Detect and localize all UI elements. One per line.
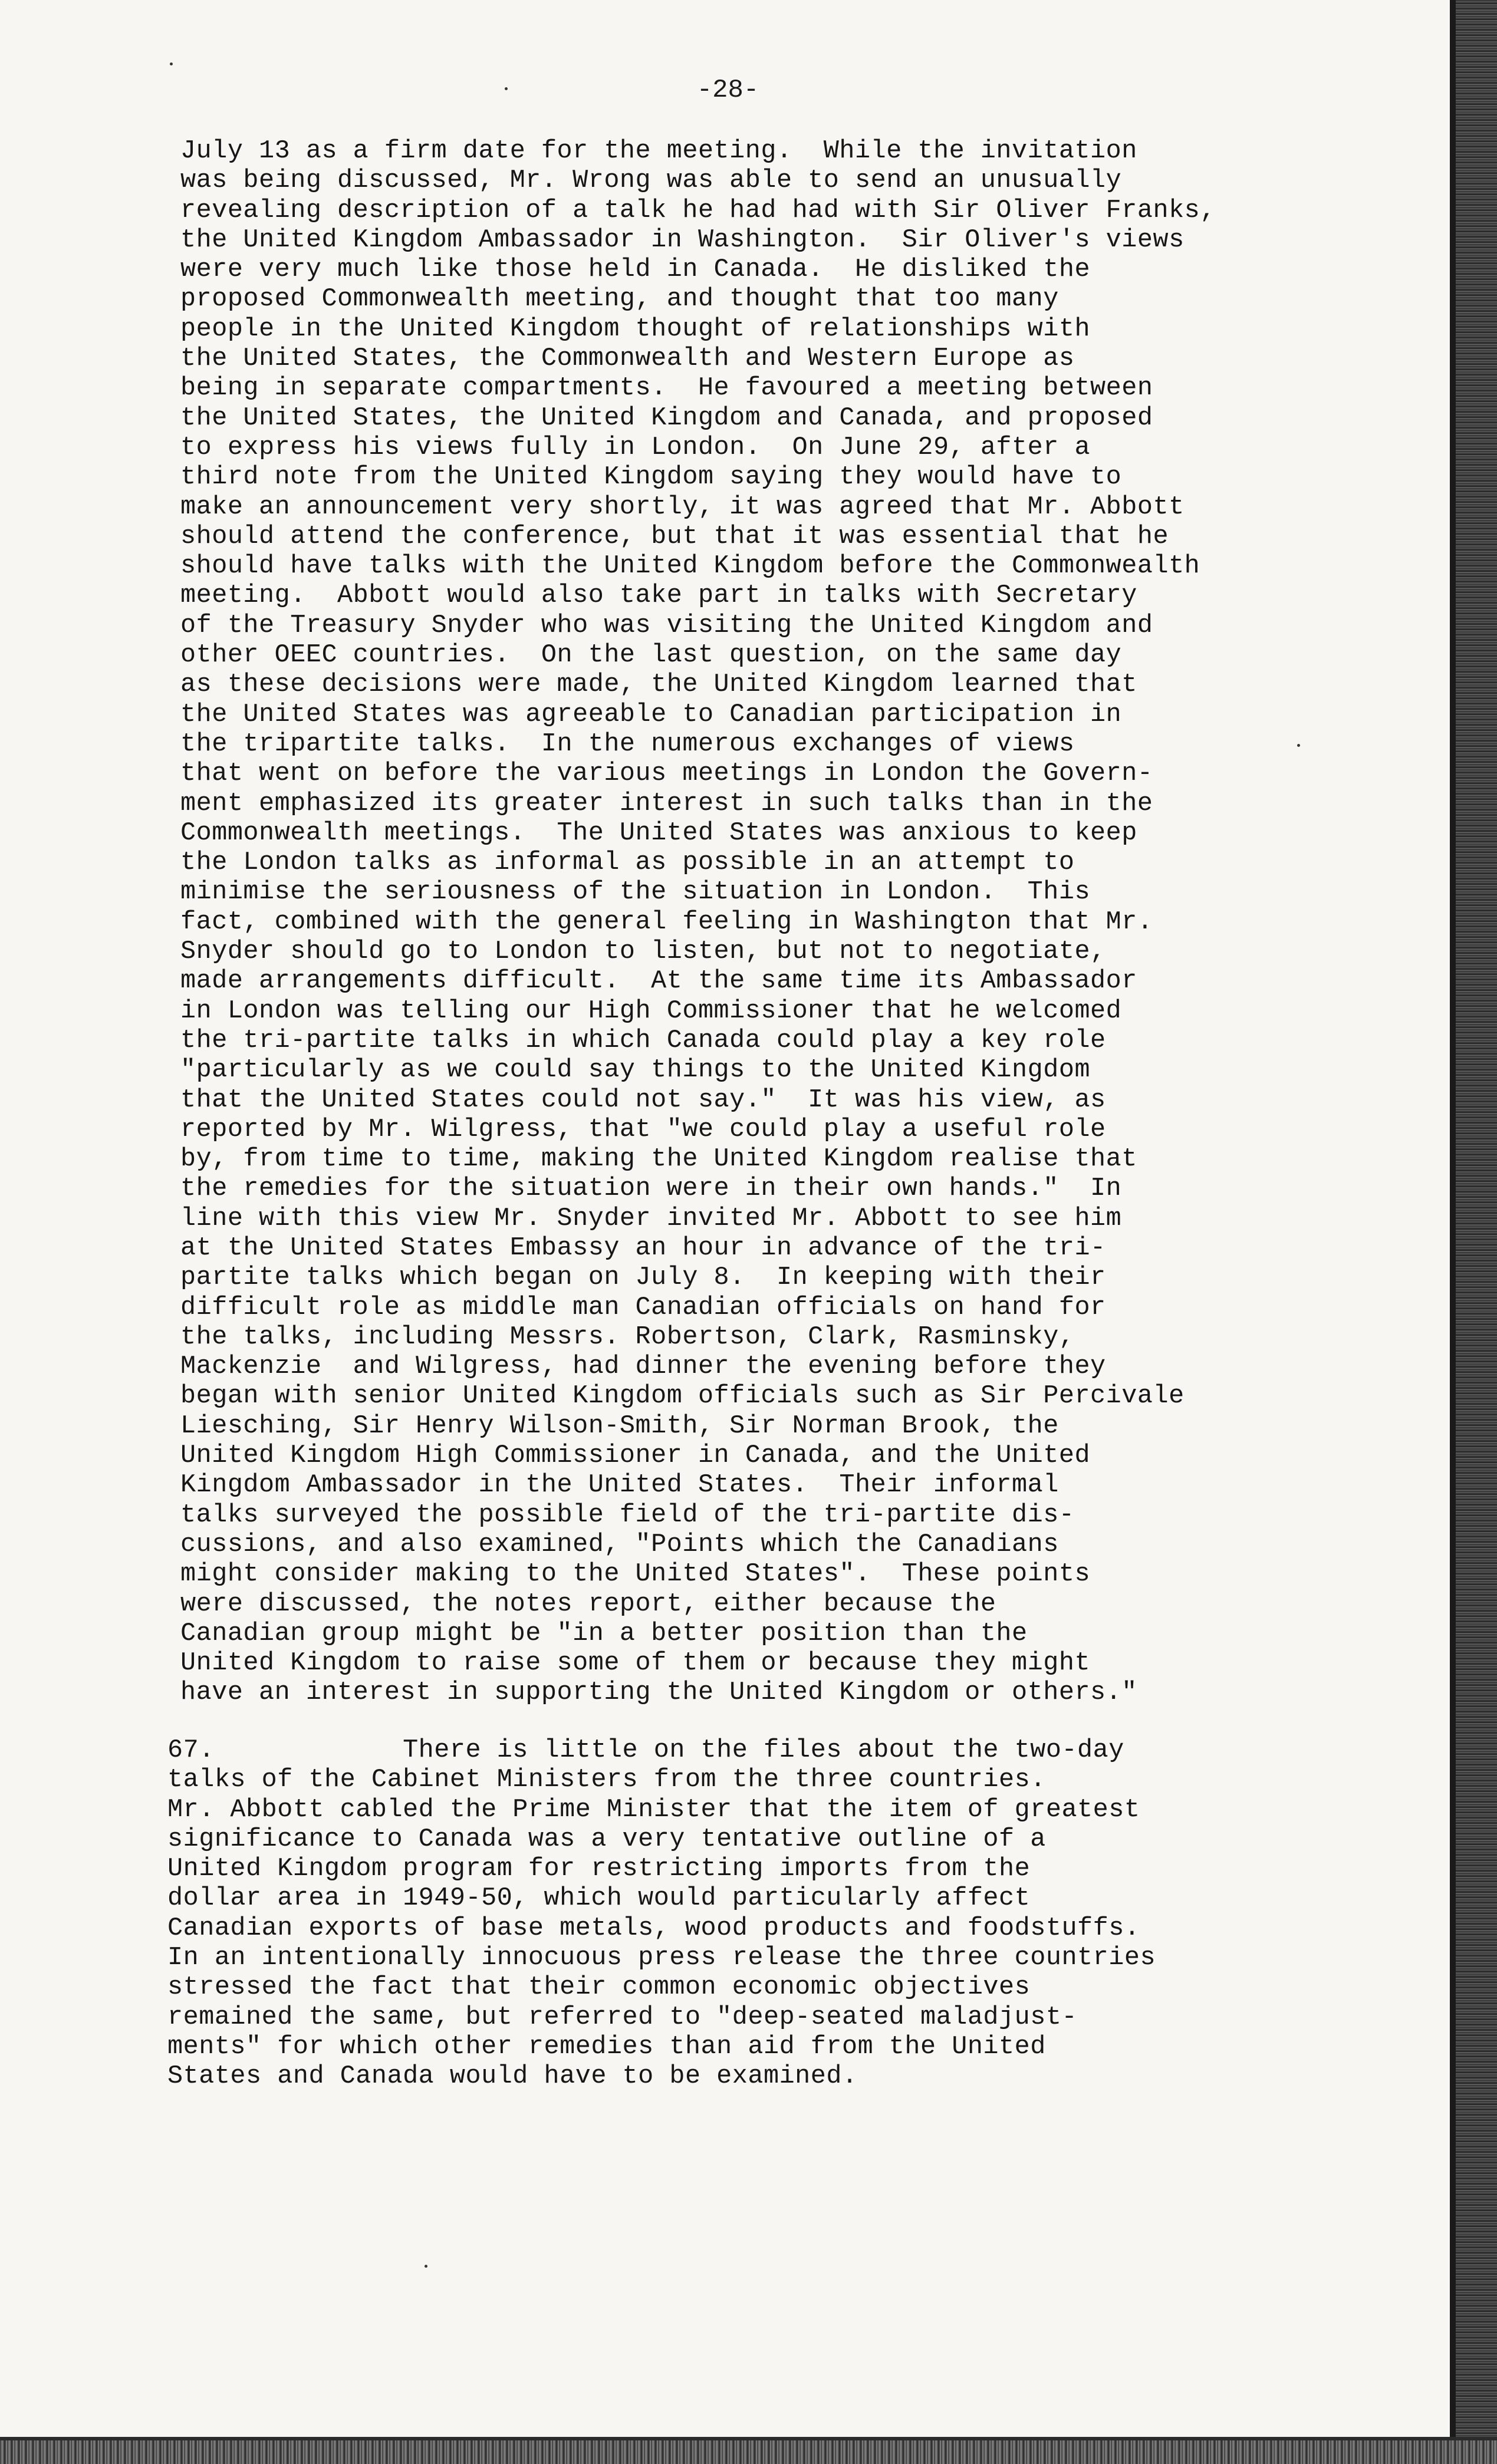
text-line: stressed the fact that their common economic objectives xyxy=(167,1973,1031,2002)
text-line: were very much like those held in Canada. He disliked the xyxy=(180,255,1091,285)
text-line: the London talks as informal as possible in an attempt to xyxy=(180,848,1075,878)
text-line: the United Kingdom Ambassador in Washington. Sir Oliver's views xyxy=(180,225,1185,255)
scan-edge-shadow xyxy=(1450,0,1456,2464)
text-line: dollar area in 1949-50, which would particularly affect xyxy=(167,1884,1031,1913)
text-line: In an intentionally innocuous press release the three countries xyxy=(167,1943,1156,1973)
text-line: began with senior United Kingdom officials such as Sir Percivale xyxy=(180,1382,1185,1411)
text-line: cussions, and also examined, "Points which the Canadians xyxy=(180,1530,1059,1559)
text-line: revealing description of a talk he had had with Sir Oliver Franks, xyxy=(180,196,1216,225)
text-line: the United States, the United Kingdom and Canada, and proposed xyxy=(180,403,1153,433)
text-line: the tri-partite talks in which Canada could play a key role xyxy=(180,1026,1106,1055)
text-line: of the Treasury Snyder who was visiting the United Kingdom and xyxy=(180,611,1153,640)
text-line: might consider making to the United States". These points xyxy=(180,1560,1091,1589)
text-line: Commonwealth meetings. The United States was anxious to keep xyxy=(180,818,1137,848)
text-line: United Kingdom program for restricting imports from the xyxy=(167,1854,1031,1884)
text-line: ments" for which other remedies than aid from the United xyxy=(167,2032,1046,2061)
text-line: Kingdom Ambassador in the United States. Their informal xyxy=(180,1471,1059,1500)
scan-speck xyxy=(425,2265,427,2268)
text-line: significance to Canada was a very tentative outline of a xyxy=(167,1824,1046,1854)
text-line: talks surveyed the possible field of the tri-partite dis- xyxy=(180,1500,1075,1530)
text-line: being in separate compartments. He favoured a meeting between xyxy=(180,374,1153,403)
text-line: States and Canada would have to be examined. xyxy=(167,2062,858,2091)
text-line: the United States was agreeable to Canadian participation in xyxy=(180,700,1122,729)
text-line: proposed Commonwealth meeting, and thought that too many xyxy=(180,285,1059,314)
text-line: have an interest in supporting the United Kingdom or others." xyxy=(180,1678,1137,1708)
paragraph-67 xyxy=(167,1736,1370,2092)
text-line: people in the United Kingdom thought of relationships with xyxy=(180,314,1091,344)
text-line: "particularly as we could say things to the United Kingdom xyxy=(180,1056,1091,1085)
text-line: should have talks with the United Kingdom before the Commonwealth xyxy=(180,552,1200,581)
scan-edge-bottom xyxy=(0,2440,1497,2464)
text-line: as these decisions were made, the United Kingdom learned that xyxy=(180,670,1137,700)
text-line: Liesching, Sir Henry Wilson-Smith, Sir Norman Brook, the xyxy=(180,1411,1059,1441)
text-line: difficult role as middle man Canadian officials on hand for xyxy=(180,1293,1106,1322)
text-line: partite talks which began on July 8. In keeping with their xyxy=(180,1263,1106,1293)
text-line: Mr. Abbott cabled the Prime Minister that the item of greatest xyxy=(167,1795,1140,1824)
page-number: -28- xyxy=(696,75,759,105)
text-line: talks of the Cabinet Ministers from the three countries. xyxy=(167,1765,1046,1795)
text-line: ment emphasized its greater interest in such talks than in the xyxy=(180,789,1153,818)
text-line: minimise the seriousness of the situation in London. This xyxy=(180,878,1091,907)
scan-edge-right xyxy=(1456,0,1497,2464)
text-line: July 13 as a firm date for the meeting. While the invitation xyxy=(180,137,1137,166)
text-line: other OEEC countries. On the last question, on the same day xyxy=(180,641,1122,670)
text-line: fact, combined with the general feeling in Washington that Mr. xyxy=(180,907,1153,937)
text-line: in London was telling our High Commissioner that he welcomed xyxy=(180,996,1122,1026)
text-line: reported by Mr. Wilgress, that "we could play a useful role xyxy=(180,1115,1106,1144)
text-line: that the United States could not say." It was his view, as xyxy=(180,1085,1106,1115)
scan-speck xyxy=(170,62,173,65)
text-line: the tripartite talks. In the numerous exchanges of views xyxy=(180,729,1075,759)
text-line: were discussed, the notes report, either because the xyxy=(180,1589,996,1619)
text-line: Canadian exports of base metals, wood products and foodstuffs. xyxy=(167,1913,1140,1943)
text-line: meeting. Abbott would also take part in talks with Secretary xyxy=(180,581,1137,611)
text-line: 67. There is little on the files about the two-day xyxy=(167,1736,1124,1765)
text-line: the talks, including Messrs. Robertson, Clark, Rasminsky, xyxy=(180,1322,1075,1352)
scan-speck xyxy=(505,87,508,90)
text-line: the United States, the Commonwealth and Western Europe as xyxy=(180,344,1075,374)
text-line: line with this view Mr. Snyder invited Mr. Abbott to see him xyxy=(180,1204,1122,1233)
paragraph-continued xyxy=(180,137,1383,1708)
text-line: Snyder should go to London to listen, but not to negotiate, xyxy=(180,937,1106,967)
text-line: to express his views fully in London. On June 29, after a xyxy=(180,433,1091,462)
text-line: was being discussed, Mr. Wrong was able to send an unusually xyxy=(180,166,1122,196)
scan-speck xyxy=(1297,744,1300,747)
text-line: make an announcement very shortly, it was agreed that Mr. Abbott xyxy=(180,492,1185,522)
text-line: at the United States Embassy an hour in advance of the tri- xyxy=(180,1233,1106,1263)
text-line: United Kingdom High Commissioner in Canada, and the United xyxy=(180,1441,1091,1471)
text-line: made arrangements difficult. At the same time its Ambassador xyxy=(180,967,1137,996)
text-line: should attend the conference, but that it was essential that he xyxy=(180,522,1169,551)
text-line: Canadian group might be "in a better position than the xyxy=(180,1619,1028,1648)
text-line: remained the same, but referred to "deep-seated maladjust- xyxy=(167,2002,1078,2032)
text-line: by, from time to time, making the United Kingdom realise that xyxy=(180,1145,1137,1174)
text-line: Mackenzie and Wilgress, had dinner the evening before they xyxy=(180,1352,1106,1382)
text-line: third note from the United Kingdom saying they would have to xyxy=(180,463,1122,492)
text-line: that went on before the various meetings in London the Govern- xyxy=(180,759,1153,789)
text-line: United Kingdom to raise some of them or because they might xyxy=(180,1649,1091,1678)
text-line: the remedies for the situation were in their own hands." In xyxy=(180,1174,1122,1204)
